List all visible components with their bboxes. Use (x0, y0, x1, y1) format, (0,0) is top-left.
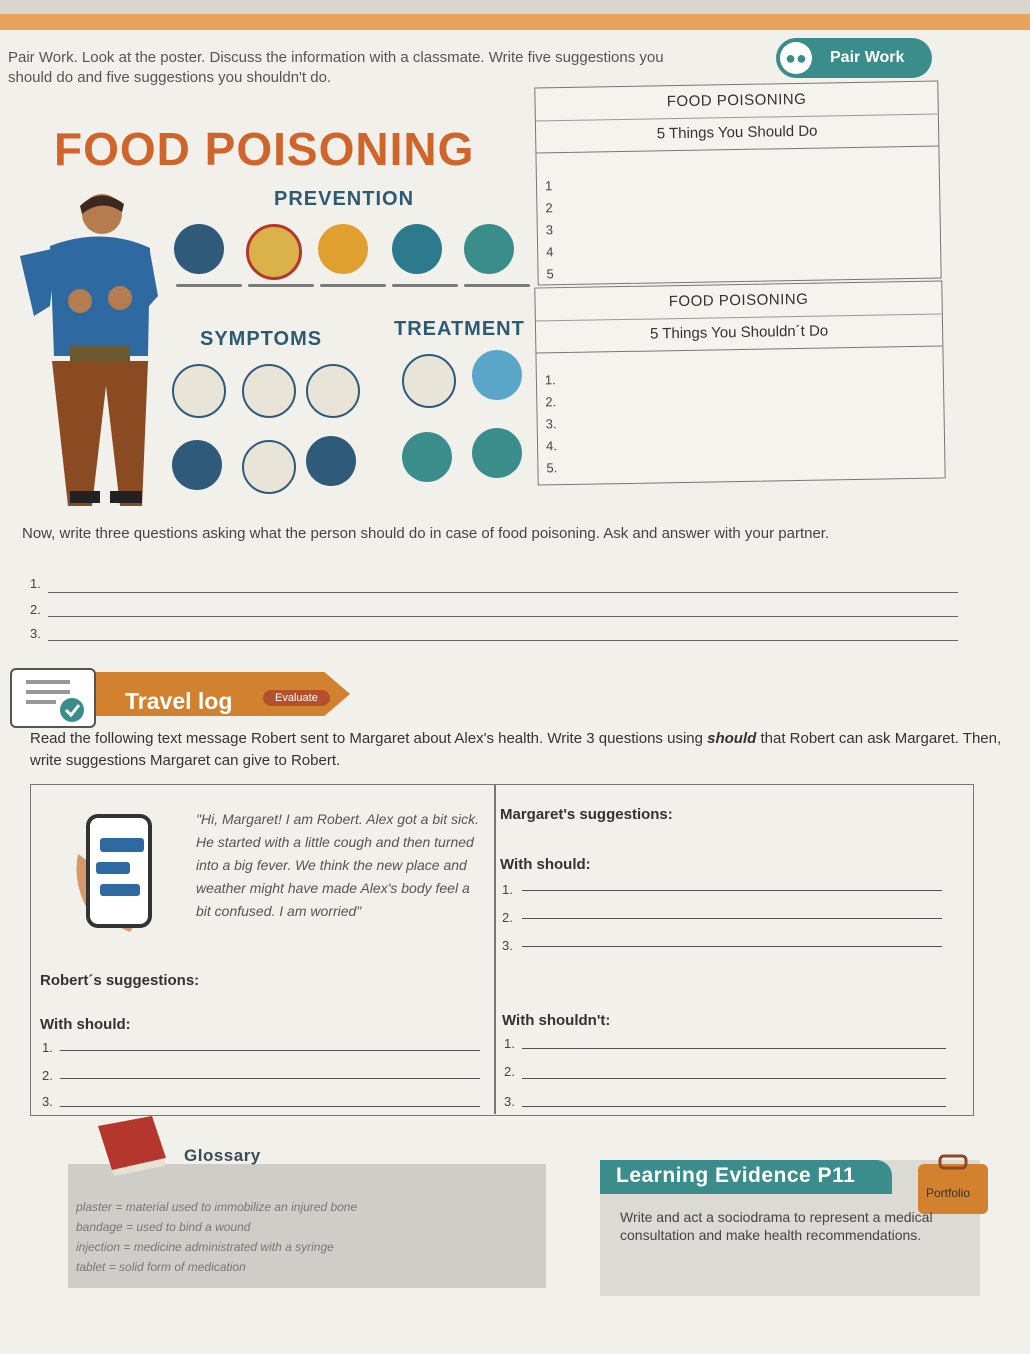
robert-heading: Robert´s suggestions: (40, 972, 200, 989)
vomiting-icon (242, 364, 296, 418)
margaret-with-shouldnt: With shouldn't: (502, 1012, 611, 1029)
line-number: 3. (504, 1094, 515, 1109)
travel-log-instructions (30, 728, 1010, 772)
row-number: 3. (545, 416, 557, 432)
row-number: 1 (544, 178, 553, 194)
fever-icon (172, 364, 226, 418)
question-number: 1. (30, 576, 41, 591)
fruit-icon (318, 224, 368, 274)
margaret-heading: Margaret's suggestions: (500, 806, 673, 823)
faucet-icon (464, 224, 514, 274)
questions-prompt: Now, write three questions asking what the person should do in case of food poisoning. Ask and answer with your partner. (22, 525, 830, 542)
caption-line (176, 284, 242, 287)
answer-line[interactable] (60, 1106, 480, 1107)
line-number: 1. (502, 882, 513, 897)
activity-instructions: Pair Work. Look at the poster. Discuss the information with a classmate. Write five suggestions you should do and five suggestions you shouldn't do. (8, 49, 664, 86)
answer-line[interactable] (60, 1078, 480, 1079)
line-number: 2. (42, 1068, 53, 1083)
answer-line[interactable] (522, 1106, 946, 1107)
treatment-heading: TREATMENT (394, 318, 525, 340)
medicine-icon (472, 350, 522, 400)
table-subtitle: 5 Things You Should Do (536, 114, 939, 154)
symptoms-heading: SYMPTOMS (200, 328, 323, 350)
caption-line (248, 284, 314, 287)
portfolio-label: Portfolio (926, 1186, 971, 1200)
hospital-icon (402, 354, 456, 408)
clipboard-check-icon (10, 668, 96, 728)
instruction-text: that Robert can ask Margaret. Then, write suggestions Margaret can give to Robert. (30, 730, 1002, 769)
robert-with-should: With should: (40, 1016, 131, 1033)
page-top-band (0, 14, 1030, 30)
people-icon: ●● (780, 42, 812, 74)
robert-message: "Hi, Margaret! I am Robert. Alex got a bit sick. He started with a little cough and then turned into a big fever. We think the new place and weather might have made Alex's body feel a bit confused. I am worried" (196, 811, 479, 919)
workbook-page (0, 14, 1030, 1354)
answer-line[interactable] (48, 592, 958, 593)
rest-icon (472, 428, 522, 478)
toilet-icon (172, 440, 222, 490)
pair-work-label: Pair Work (830, 49, 905, 66)
water-glass-icon (402, 432, 452, 482)
dictionary-icon (92, 1114, 172, 1178)
answer-line[interactable] (522, 1078, 946, 1079)
glossary-entry: plaster = material used to immobilize an injured bone (76, 1200, 358, 1214)
line-number: 2. (504, 1064, 515, 1079)
answer-line[interactable] (48, 640, 958, 641)
glossary-entry: injection = medicine administrated with a syringe (76, 1240, 334, 1254)
table-title: FOOD POISONING (535, 281, 942, 321)
glossary-title: Glossary (184, 1146, 261, 1165)
pair-work-badge (776, 38, 932, 78)
row-number: 5 (546, 266, 554, 282)
answer-line[interactable] (522, 918, 942, 919)
row-number: 5. (546, 460, 558, 476)
line-number: 1. (504, 1036, 515, 1051)
line-number: 2. (502, 910, 513, 925)
stomach-cramps-icon (306, 436, 356, 486)
prevention-heading: PREVENTION (274, 188, 415, 210)
answer-line[interactable] (48, 616, 958, 617)
glossary-entry: tablet = solid form of medication (76, 1260, 246, 1274)
caption-line (392, 284, 458, 287)
stomachache-icon (306, 364, 360, 418)
row-number: 4 (546, 244, 554, 260)
should-do-table (534, 80, 941, 285)
answer-line[interactable] (522, 1048, 946, 1049)
instruction-emphasis: should (707, 730, 757, 747)
table-subtitle: 5 Things You Shouldn´t Do (536, 313, 943, 353)
caption-line (464, 284, 530, 287)
poster-title: FOOD POISONING (54, 123, 475, 175)
margaret-with-should: With should: (500, 856, 591, 873)
question-number: 2. (30, 602, 41, 617)
caption-line (320, 284, 386, 287)
travel-log-title: Travel log (125, 688, 233, 714)
line-number: 3. (502, 938, 513, 953)
shouldnt-do-table (534, 280, 945, 485)
instruction-text: Read the following text message Robert sent to Margaret about Alex's health. Write 3 questions using (30, 730, 708, 747)
learning-evidence-text: Write and act a sociodrama to represent a medical consultation and make health recommendations. (620, 1209, 933, 1243)
row-number: 3 (545, 222, 554, 238)
headache-icon (242, 440, 296, 494)
question-number: 3. (30, 626, 41, 641)
answer-line[interactable] (522, 890, 942, 891)
row-number: 4. (545, 438, 558, 454)
answer-line[interactable] (522, 946, 942, 947)
row-number: 1. (544, 372, 556, 388)
learning-evidence-title: Learning Evidence P11 (616, 1164, 856, 1187)
glossary-entry: bandage = used to bind a wound (76, 1220, 251, 1234)
no-raw-food-icon (246, 224, 302, 280)
sick-person-illustration (10, 186, 160, 516)
travel-log-header (0, 664, 380, 724)
evaluate-badge: Evaluate (263, 690, 330, 706)
pot-icon (174, 224, 224, 274)
answer-line[interactable] (60, 1050, 480, 1051)
row-number: 2. (545, 394, 557, 410)
box-divider (494, 784, 496, 1114)
line-number: 1. (42, 1040, 53, 1055)
phone-message-icon (70, 814, 170, 934)
table-title: FOOD POISONING (535, 82, 938, 122)
row-number: 2 (545, 200, 553, 216)
line-number: 3. (42, 1094, 53, 1109)
handwash-icon (392, 224, 442, 274)
